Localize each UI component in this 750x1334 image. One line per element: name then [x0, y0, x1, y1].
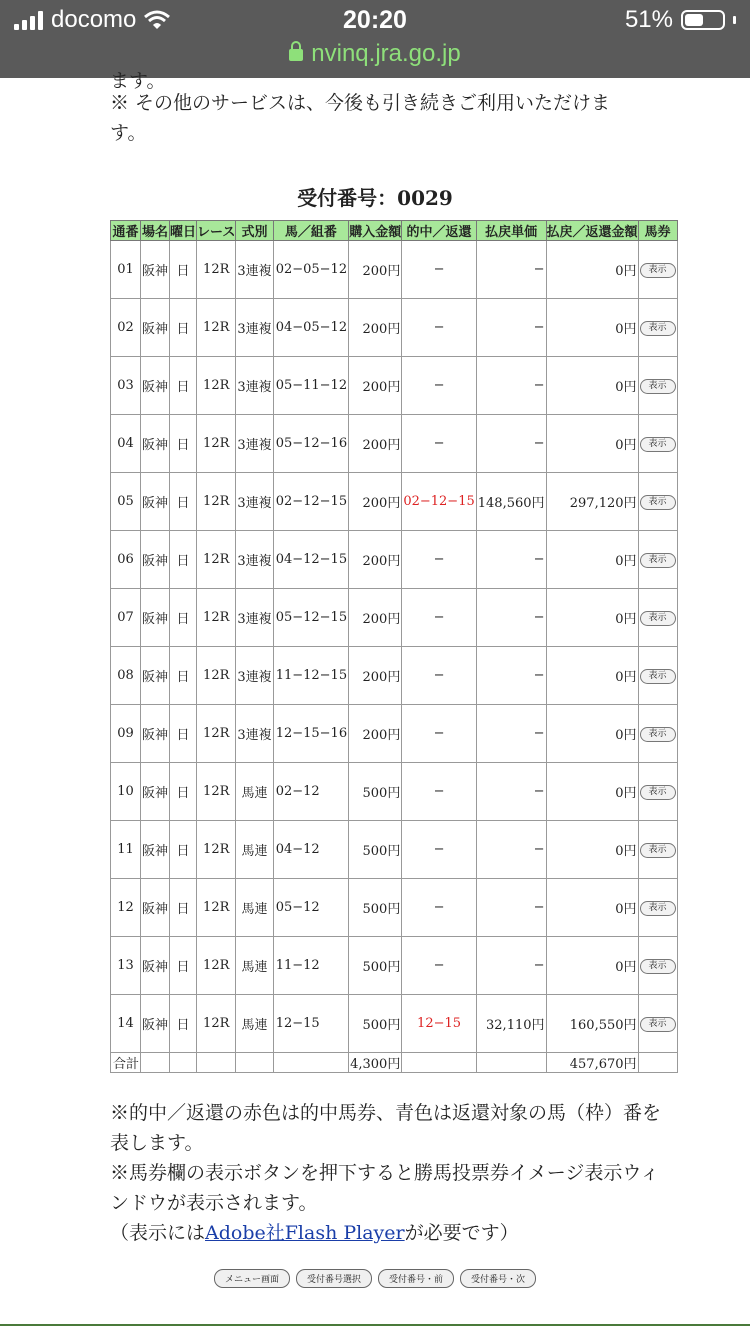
cell-ticket — [638, 473, 677, 531]
cell-day: 日 — [170, 821, 197, 879]
cell-race: 12R — [197, 647, 236, 705]
show-ticket-button[interactable]: 表示 — [640, 437, 676, 452]
column-header: 場名 — [141, 221, 170, 241]
table-row — [111, 879, 678, 937]
cell-amount: 200円 — [349, 241, 402, 299]
cell-payout: 0円 — [546, 531, 638, 589]
receipt-select-button[interactable]: 受付番号選択 — [296, 1269, 372, 1288]
cell-no: 11 — [111, 821, 141, 879]
cell-venue: 阪神 — [141, 937, 170, 995]
cell-amount: 200円 — [349, 415, 402, 473]
table-row — [111, 531, 678, 589]
menu-button[interactable]: メニュー画面 — [214, 1269, 290, 1288]
cell-amount: 500円 — [349, 879, 402, 937]
show-ticket-button[interactable]: 表示 — [640, 959, 676, 974]
cell-combo: 04−12 — [273, 821, 348, 879]
address-bar[interactable] — [0, 40, 750, 68]
bet-table — [110, 220, 678, 1073]
cell-amount: 200円 — [349, 357, 402, 415]
cell-hit: − — [402, 821, 476, 879]
cell-combo: 04−12−15 — [273, 531, 348, 589]
cell-type: 3連複 — [236, 357, 273, 415]
total-empty-cell — [638, 1053, 677, 1073]
cell-day: 日 — [170, 937, 197, 995]
cell-amount: 200円 — [349, 705, 402, 763]
total-empty-cell — [273, 1053, 348, 1073]
cell-race: 12R — [197, 473, 236, 531]
cell-payout: 0円 — [546, 299, 638, 357]
cell-ticket — [638, 705, 677, 763]
intro-text: ※ その他のサービスは、今後も引き続きご利用いただけます。 — [110, 92, 611, 144]
cell-amount: 500円 — [349, 937, 402, 995]
show-ticket-button[interactable]: 表示 — [640, 901, 676, 916]
cell-venue: 阪神 — [141, 415, 170, 473]
battery-percent: 51% — [624, 6, 673, 33]
cell-ticket — [638, 995, 677, 1053]
table-row — [111, 995, 678, 1053]
column-header: 払戻／返還金額 — [546, 221, 638, 241]
nav-buttons — [0, 1269, 750, 1288]
table-row — [111, 415, 678, 473]
cell-ticket — [638, 763, 677, 821]
cell-race: 12R — [197, 531, 236, 589]
table-row — [111, 357, 678, 415]
show-ticket-button[interactable]: 表示 — [640, 379, 676, 394]
cell-race: 12R — [197, 357, 236, 415]
cell-day: 日 — [170, 995, 197, 1053]
show-ticket-button[interactable]: 表示 — [640, 669, 676, 684]
cell-type: 3連複 — [236, 589, 273, 647]
total-row — [111, 1053, 678, 1073]
cell-hit: 02−12−15 — [402, 473, 476, 531]
cell-no: 03 — [111, 357, 141, 415]
cell-race: 12R — [197, 995, 236, 1053]
main-content — [110, 70, 671, 1072]
cell-hit: − — [402, 357, 476, 415]
table-row — [111, 299, 678, 357]
cell-amount: 500円 — [349, 763, 402, 821]
column-header: 馬／組番 — [273, 221, 348, 241]
cell-unit: − — [476, 241, 546, 299]
cell-no: 04 — [111, 415, 141, 473]
column-header: 馬券 — [638, 221, 677, 241]
table-row — [111, 821, 678, 879]
cell-type: 3連複 — [236, 299, 273, 357]
column-header: 払戻単価 — [476, 221, 546, 241]
cell-payout: 0円 — [546, 241, 638, 299]
cell-ticket — [638, 879, 677, 937]
cell-hit: − — [402, 299, 476, 357]
cell-ticket — [638, 937, 677, 995]
cell-hit: 12−15 — [402, 995, 476, 1053]
total-amount: 4,300円 — [349, 1053, 402, 1073]
column-header: レース — [197, 221, 236, 241]
cell-hit: − — [402, 241, 476, 299]
show-ticket-button[interactable]: 表示 — [640, 553, 676, 568]
cell-payout: 0円 — [546, 647, 638, 705]
cell-venue: 阪神 — [141, 241, 170, 299]
cell-combo: 11−12 — [273, 937, 348, 995]
total-empty-cell — [141, 1053, 170, 1073]
cell-race: 12R — [197, 299, 236, 357]
cell-combo: 12−15−16 — [273, 705, 348, 763]
bottom-divider — [0, 1324, 750, 1326]
cell-amount: 200円 — [349, 531, 402, 589]
total-empty-cell — [402, 1053, 476, 1073]
cell-ticket — [638, 241, 677, 299]
note-display-button: ※馬券欄の表示ボタンを押下すると勝馬投票券イメージ表示ウィンドウが表示されます。 — [110, 1162, 660, 1214]
cell-day: 日 — [170, 415, 197, 473]
cell-combo: 11−12−15 — [273, 647, 348, 705]
cell-hit: − — [402, 763, 476, 821]
cell-amount: 200円 — [349, 647, 402, 705]
cell-combo: 05−12−16 — [273, 415, 348, 473]
note-flash: （表示にはAdobe社Flash Playerが必要です） — [110, 1222, 519, 1244]
column-header: 購入金額 — [349, 221, 402, 241]
cell-day: 日 — [170, 299, 197, 357]
cell-payout: 0円 — [546, 763, 638, 821]
cell-venue: 阪神 — [141, 821, 170, 879]
cell-ticket — [638, 415, 677, 473]
receipt-prev-button[interactable]: 受付番号・前 — [378, 1269, 454, 1288]
cell-venue: 阪神 — [141, 647, 170, 705]
cell-no: 05 — [111, 473, 141, 531]
cell-unit: − — [476, 299, 546, 357]
cell-hit: − — [402, 589, 476, 647]
cell-venue: 阪神 — [141, 299, 170, 357]
cell-combo: 04−05−12 — [273, 299, 348, 357]
cell-combo: 02−12 — [273, 763, 348, 821]
show-ticket-button[interactable]: 表示 — [640, 611, 676, 626]
cell-type: 馬連 — [236, 821, 273, 879]
cell-hit: − — [402, 647, 476, 705]
cell-venue: 阪神 — [141, 763, 170, 821]
cell-ticket — [638, 589, 677, 647]
cell-payout: 0円 — [546, 589, 638, 647]
show-ticket-button[interactable]: 表示 — [640, 785, 676, 800]
cell-hit: − — [402, 879, 476, 937]
total-payout: 457,670円 — [546, 1053, 638, 1073]
cell-unit: − — [476, 589, 546, 647]
table-row — [111, 937, 678, 995]
table-row — [111, 705, 678, 763]
cell-day: 日 — [170, 705, 197, 763]
cell-venue: 阪神 — [141, 473, 170, 531]
cell-no: 07 — [111, 589, 141, 647]
battery-group — [625, 6, 736, 34]
cell-type: 馬連 — [236, 937, 273, 995]
column-header: 式別 — [236, 221, 273, 241]
cell-payout: 297,120円 — [546, 473, 638, 531]
note-hit-color: ※的中／返還の赤色は的中馬券、青色は返還対象の馬（枠）番を表します。 — [110, 1102, 662, 1154]
cell-amount: 200円 — [349, 299, 402, 357]
cell-venue: 阪神 — [141, 879, 170, 937]
cell-day: 日 — [170, 241, 197, 299]
cell-no: 12 — [111, 879, 141, 937]
cell-day: 日 — [170, 589, 197, 647]
cell-amount: 200円 — [349, 589, 402, 647]
cell-venue: 阪神 — [141, 357, 170, 415]
url-text: nvinq.jra.go.jp — [311, 40, 461, 67]
cell-unit: − — [476, 879, 546, 937]
cell-payout: 0円 — [546, 705, 638, 763]
cell-day: 日 — [170, 647, 197, 705]
table-row — [111, 589, 678, 647]
column-header: 曜日 — [170, 221, 197, 241]
cell-race: 12R — [197, 879, 236, 937]
cell-race: 12R — [197, 763, 236, 821]
cell-combo: 05−12−15 — [273, 589, 348, 647]
show-ticket-button[interactable]: 表示 — [640, 1017, 676, 1032]
clock: 20:20 — [343, 6, 407, 34]
total-empty-cell — [476, 1053, 546, 1073]
cell-day: 日 — [170, 763, 197, 821]
show-ticket-button[interactable]: 表示 — [640, 263, 676, 278]
table-row — [111, 473, 678, 531]
show-ticket-button[interactable]: 表示 — [640, 495, 676, 510]
flash-player-link[interactable]: Adobe社Flash Player — [205, 1222, 405, 1244]
cell-ticket — [638, 357, 677, 415]
cell-no: 01 — [111, 241, 141, 299]
cell-payout: 160,550円 — [546, 995, 638, 1053]
cell-type: 馬連 — [236, 763, 273, 821]
cell-no: 13 — [111, 937, 141, 995]
cell-amount: 500円 — [349, 995, 402, 1053]
cell-payout: 0円 — [546, 879, 638, 937]
cell-payout: 0円 — [546, 357, 638, 415]
notes — [110, 1098, 670, 1248]
cell-day: 日 — [170, 879, 197, 937]
show-ticket-button[interactable]: 表示 — [640, 727, 676, 742]
cell-combo: 12−15 — [273, 995, 348, 1053]
show-ticket-button[interactable]: 表示 — [640, 843, 676, 858]
table-row — [111, 763, 678, 821]
cell-unit: − — [476, 821, 546, 879]
cell-no: 02 — [111, 299, 141, 357]
cell-unit: 32,110円 — [476, 995, 546, 1053]
cell-unit: − — [476, 705, 546, 763]
cell-hit: − — [402, 705, 476, 763]
cell-type: 3連複 — [236, 705, 273, 763]
total-empty-cell — [170, 1053, 197, 1073]
table-row — [111, 241, 678, 299]
cell-unit: − — [476, 531, 546, 589]
cell-type: 3連複 — [236, 473, 273, 531]
cell-ticket — [638, 531, 677, 589]
cell-ticket — [638, 647, 677, 705]
cell-type: 3連複 — [236, 241, 273, 299]
show-ticket-button[interactable]: 表示 — [640, 321, 676, 336]
cell-ticket — [638, 821, 677, 879]
cell-race: 12R — [197, 937, 236, 995]
cell-race: 12R — [197, 589, 236, 647]
receipt-number: 受付番号：0029 — [297, 186, 453, 210]
cell-type: 3連複 — [236, 647, 273, 705]
intro-cut-line: ます。 — [110, 70, 166, 92]
table-header-row — [111, 221, 678, 241]
cell-unit: − — [476, 937, 546, 995]
carrier-label: docomo — [51, 6, 137, 33]
cell-type: 3連複 — [236, 531, 273, 589]
cell-hit: − — [402, 937, 476, 995]
cell-venue: 阪神 — [141, 995, 170, 1053]
cell-combo: 05−12 — [273, 879, 348, 937]
cell-type: 馬連 — [236, 879, 273, 937]
cell-race: 12R — [197, 705, 236, 763]
cell-combo: 02−05−12 — [273, 241, 348, 299]
cell-no: 10 — [111, 763, 141, 821]
cell-hit: − — [402, 531, 476, 589]
cell-race: 12R — [197, 821, 236, 879]
cell-hit: − — [402, 415, 476, 473]
column-header: 通番 — [111, 221, 141, 241]
lock-icon — [289, 49, 303, 61]
cell-day: 日 — [170, 357, 197, 415]
cell-venue: 阪神 — [141, 589, 170, 647]
cell-combo: 05−11−12 — [273, 357, 348, 415]
cell-day: 日 — [170, 473, 197, 531]
cell-type: 3連複 — [236, 415, 273, 473]
cell-unit: − — [476, 647, 546, 705]
cell-no: 08 — [111, 647, 141, 705]
cell-unit: − — [476, 415, 546, 473]
cell-ticket — [638, 299, 677, 357]
battery-icon — [681, 10, 725, 30]
column-header: 的中／返還 — [402, 221, 476, 241]
total-empty-cell — [236, 1053, 273, 1073]
cell-amount: 500円 — [349, 821, 402, 879]
cell-payout: 0円 — [546, 937, 638, 995]
cell-venue: 阪神 — [141, 705, 170, 763]
cell-venue: 阪神 — [141, 531, 170, 589]
cell-race: 12R — [197, 241, 236, 299]
cell-unit: − — [476, 357, 546, 415]
cell-unit: 148,560円 — [476, 473, 546, 531]
cell-combo: 02−12−15 — [273, 473, 348, 531]
total-empty-cell — [197, 1053, 236, 1073]
cell-race: 12R — [197, 415, 236, 473]
total-label: 合計 — [111, 1053, 141, 1073]
cell-payout: 0円 — [546, 415, 638, 473]
cell-no: 14 — [111, 995, 141, 1053]
receipt-next-button[interactable]: 受付番号・次 — [460, 1269, 536, 1288]
cell-payout: 0円 — [546, 821, 638, 879]
cell-type: 馬連 — [236, 995, 273, 1053]
cell-amount: 200円 — [349, 473, 402, 531]
cell-day: 日 — [170, 531, 197, 589]
cell-no: 06 — [111, 531, 141, 589]
cell-no: 09 — [111, 705, 141, 763]
cell-unit: − — [476, 763, 546, 821]
table-row — [111, 647, 678, 705]
